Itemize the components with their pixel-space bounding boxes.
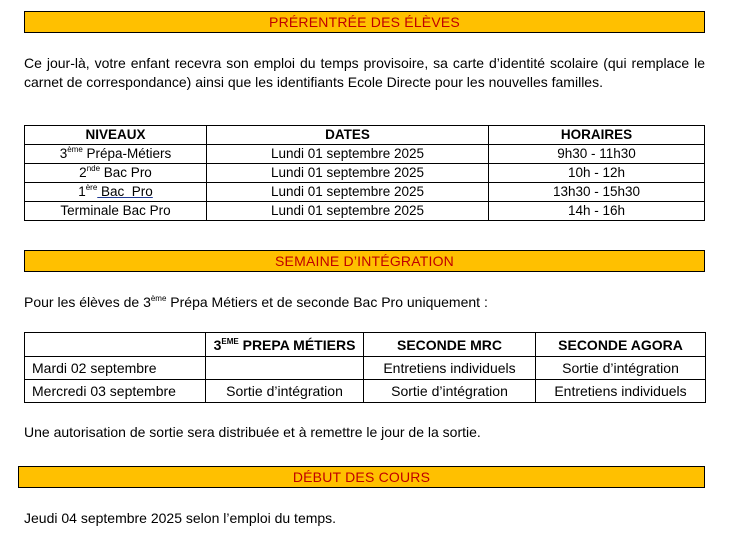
day-cell: Mardi 02 septembre (25, 357, 206, 380)
table-row (25, 380, 706, 403)
table-header-row (25, 126, 705, 145)
level-cell: 2nde Bac Pro (25, 164, 207, 183)
integration-table (24, 332, 706, 403)
date-cell: Lundi 01 septembre 2025 (207, 164, 489, 183)
section-title: PRÉRENTRÉE DES ÉLÈVES (269, 14, 460, 30)
section-title: DÉBUT DES COURS (292, 469, 431, 485)
level-cell: 1ère Bac Pro (25, 183, 207, 202)
header-niveaux: NIVEAUX (25, 126, 207, 145)
date-cell: Lundi 01 septembre 2025 (207, 202, 489, 221)
level-cell: Terminale Bac Pro (25, 202, 207, 221)
table-header-row (25, 333, 706, 357)
time-cell: 9h30 - 11h30 (489, 145, 705, 164)
table-row (25, 357, 706, 380)
intro-paragraph: Ce jour-là, votre enfant recevra son emploi du temps provisoire, sa carte d’identité scolaire (qui remplace le carnet de correspondance) ainsi que les identifiants Ecole Directe pour les nouvelles familles. (24, 55, 705, 90)
section-title: SEMAINE D’INTÉGRATION (275, 253, 454, 269)
section-banner-prerentree (24, 11, 705, 33)
prerentree-table (24, 125, 705, 221)
header-horaires: HORAIRES (489, 126, 705, 145)
authorization-note: Une autorisation de sortie sera distribuée et à remettre le jour de la sortie. (24, 424, 481, 440)
start-date-text: Jeudi 04 septembre 2025 selon l’emploi du temps. (24, 510, 337, 526)
header-prepa: 3EME PREPA MÉTIERS (206, 333, 364, 357)
time-cell: 10h - 12h (489, 164, 705, 183)
mrc-cell: Entretiens individuels (364, 357, 536, 380)
section-banner-debut-cours (18, 466, 705, 488)
header-mrc: SECONDE MRC (364, 333, 536, 357)
section-banner-integration (24, 250, 705, 272)
agora-cell: Sortie d’intégration (536, 357, 706, 380)
day-cell: Mercredi 03 septembre (25, 380, 206, 403)
prepa-cell: Sortie d’intégration (206, 380, 364, 403)
time-cell: 14h - 16h (489, 202, 705, 221)
table-row (25, 145, 705, 164)
date-cell: Lundi 01 septembre 2025 (207, 183, 489, 202)
table-row (25, 202, 705, 221)
prepa-cell (206, 357, 364, 380)
mrc-cell: Sortie d’intégration (364, 380, 536, 403)
header-empty (25, 333, 206, 357)
table-row (25, 164, 705, 183)
time-cell: 13h30 - 15h30 (489, 183, 705, 202)
agora-cell: Entretiens individuels (536, 380, 706, 403)
level-cell: 3ème Prépa-Métiers (25, 145, 207, 164)
table-row (25, 183, 705, 202)
integration-intro: Pour les élèves de 3ème Prépa Métiers et de seconde Bac Pro uniquement : (24, 294, 488, 310)
date-cell: Lundi 01 septembre 2025 (207, 145, 489, 164)
header-dates: DATES (207, 126, 489, 145)
header-agora: SECONDE AGORA (536, 333, 706, 357)
